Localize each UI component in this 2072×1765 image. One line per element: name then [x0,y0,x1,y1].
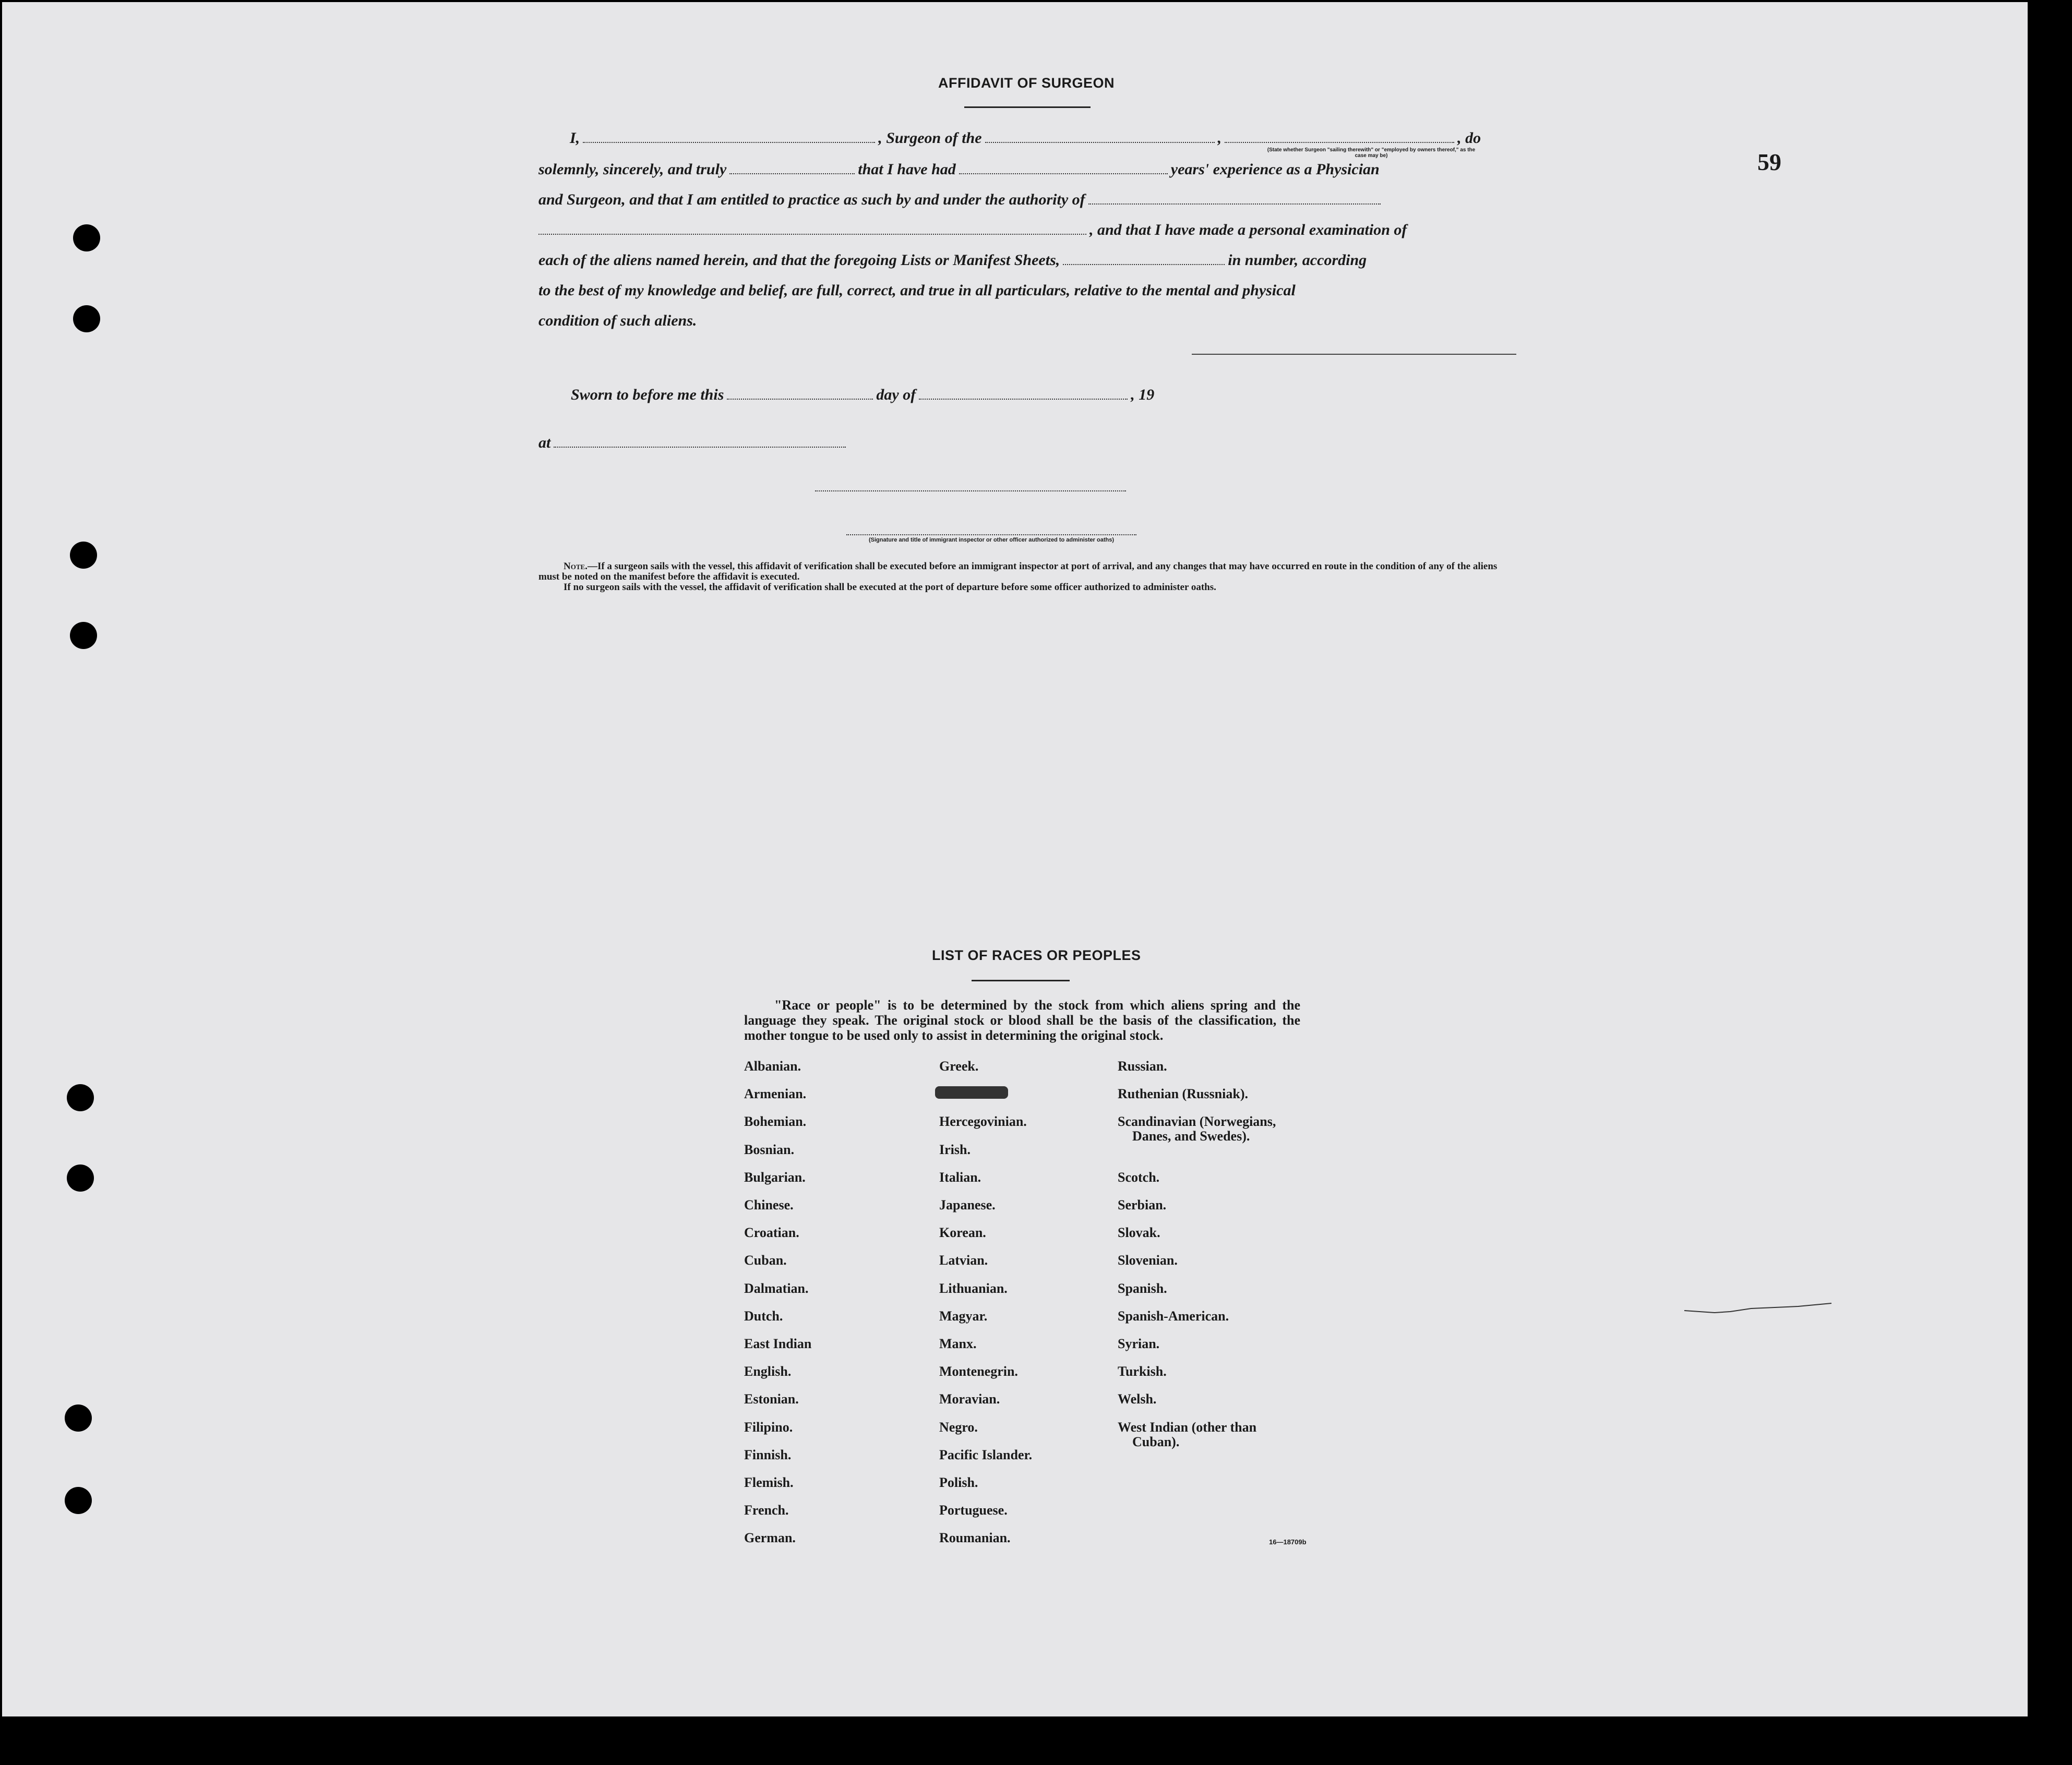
race-item: Serbian. [1118,1197,1167,1212]
affidavit-line-7 [538,312,697,330]
oath-blank [729,173,855,174]
race-item: Spanish. [1118,1280,1167,1296]
races-title-underline [972,980,1070,981]
race-item: Latvian. [939,1253,988,1268]
note-text-2: If no surgeon sails with the vessel, the affidavit of verification shall be executed at the port of departure before some officer authorized to administer oaths. [564,582,1216,593]
punch-hole [70,622,97,649]
race-item: Hercegovinian. [939,1114,1027,1130]
at-line [538,434,849,452]
punch-hole [73,305,100,332]
punch-hole [67,1164,94,1192]
race-item: Polish. [939,1475,978,1490]
affidavit-text: at [538,434,551,451]
capacity-blank [1225,142,1454,143]
note-text-1: —If a surgeon sails with the vessel, this affidavit of verification shall be executed before an immigrant inspector at port of arrival, and any changes that may have occurred en route in the condition of any of the aliens must be noted on the manifest before the affidavit is executed. [538,561,1498,582]
affidavit-text: condition of such aliens. [538,312,697,329]
race-item: Lithuanian. [939,1280,1008,1296]
authority-blank [1088,203,1381,205]
race-item: Korean. [939,1225,986,1241]
affidavit-text: , 19 [1131,386,1155,403]
month-blank [919,399,1128,400]
race-item: Turkish. [1118,1364,1167,1379]
note-paragraph [538,561,1516,582]
race-item: Irish. [939,1142,971,1157]
race-item: Magyar. [939,1308,988,1324]
race-item: Portuguese. [939,1503,1008,1518]
races-intro: "Race or people" is to be determined by the stock from which aliens spring and the language they speak. The original stock or blood shall be the basis of the classification, the mother tongue to be used only to assist in determining the original stock. [744,998,1300,1043]
race-item: West Indian (other than [1118,1419,1257,1435]
obscured-entry [935,1086,1008,1099]
title-underline [964,106,1091,108]
affidavit-text: , [1217,129,1222,147]
note-paragraph-2 [538,582,1516,593]
race-item: Welsh. [1118,1391,1157,1407]
race-item: Syrian. [1118,1336,1160,1351]
race-item: Danes, and Swedes). [1132,1128,1250,1144]
race-item: Armenian. [744,1086,807,1102]
races-title: LIST OF RACES OR PEOPLES [932,947,1141,963]
race-item: Bohemian. [744,1114,807,1130]
affidavit-text: solemnly, sincerely, and truly [538,161,727,178]
place-blank [554,447,846,448]
page-number: 59 [1757,149,1781,175]
state-note: (State whether Surgeon "sailing therewith" or "employed by owners thereof," as the case may be) [1267,147,1476,159]
race-item: Japanese. [939,1197,996,1212]
race-item: Spanish-American. [1118,1308,1229,1324]
affidavit-title: AFFIDAVIT OF SURGEON [938,75,1115,91]
punch-hole [73,224,100,251]
race-item: Finnish. [744,1447,792,1462]
race-item: Flemish. [744,1475,794,1490]
day-blank [727,399,873,400]
affidavit-line-1 [570,129,1481,147]
race-item: German. [744,1530,796,1546]
race-item: Estonian. [744,1391,799,1407]
years-blank [959,173,1168,174]
affidavit-text: I, [570,129,580,147]
affidavit-line-5 [538,251,1367,269]
race-item: Filipino. [744,1419,793,1435]
race-item: Bulgarian. [744,1169,806,1185]
vessel-blank [985,142,1215,143]
race-item: Italian. [939,1169,981,1185]
signature-caption: (Signature and title of immigrant inspector or other officer authorized to administer oaths) [869,537,1114,543]
race-item: East Indian [744,1336,812,1351]
race-item: Negro. [939,1419,978,1435]
punch-hole [67,1084,94,1111]
race-item: Scotch. [1118,1169,1160,1185]
affidavit-line-2 [538,161,1380,178]
race-item: French. [744,1503,789,1518]
scan-border-right [2028,0,2072,1765]
affidavit-text: that I have had [858,161,956,178]
sheets-blank [1063,264,1225,265]
authority-blank-2 [538,234,1086,235]
race-item: Dalmatian. [744,1280,809,1296]
race-item: Cuban. [744,1253,787,1268]
race-item: Dutch. [744,1308,783,1324]
affidavit-text: , Surgeon of the [878,129,982,147]
affidavit-text: in number, according [1228,251,1367,269]
race-item: Roumanian. [939,1530,1011,1546]
affidavit-text: day of [876,386,916,403]
sworn-line [571,386,1154,404]
race-item: Slovenian. [1118,1253,1178,1268]
pen-mark [1683,1299,1835,1320]
affidavit-text: each of the aliens named herein, and that the foregoing Lists or Manifest Sheets, [538,251,1060,269]
punch-hole [65,1404,92,1432]
affidavit-text: to the best of my knowledge and belief, are full, correct, and true in all particulars, relative to the mental and physical [538,282,1296,299]
form-number: 16—18709b [1269,1538,1307,1546]
scan-border-bottom [0,1716,2072,1765]
affidavit-line-3 [538,191,1384,209]
punch-hole [70,542,97,569]
note-label: Note. [564,561,588,572]
caption-rule [846,534,1136,535]
race-item: English. [744,1364,792,1379]
race-item: Russian. [1118,1059,1167,1074]
race-item: Chinese. [744,1197,794,1212]
race-item: Bosnian. [744,1142,795,1157]
name-blank [583,142,875,143]
affidavit-text: years' experience as a Physician [1170,161,1380,178]
affidavit-text: , and that I have made a personal examination of [1089,221,1407,238]
officer-signature-line [815,490,1126,491]
race-item: Scandinavian (Norwegians, [1118,1114,1276,1130]
race-item: Cuban). [1132,1434,1180,1449]
race-item: Croatian. [744,1225,799,1241]
race-item: Pacific Islander. [939,1447,1033,1462]
affidavit-text: and Surgeon, and that I am entitled to practice as such by and under the authority of [538,191,1085,208]
affidavit-text: Sworn to before me this [571,386,724,403]
affidavit-line-4 [538,221,1407,239]
affidavit-line-6 [538,282,1296,299]
race-item: Greek. [939,1059,979,1074]
race-item: Montenegrin. [939,1364,1018,1379]
affidavit-text: , do [1457,129,1481,147]
race-item: Albanian. [744,1059,801,1074]
race-item: Moravian. [939,1391,1000,1407]
race-item: Slovak. [1118,1225,1160,1241]
punch-hole [65,1487,92,1514]
surgeon-signature-line [1192,354,1516,355]
race-item: Manx. [939,1336,977,1351]
race-item: Ruthenian (Russniak). [1118,1086,1248,1102]
